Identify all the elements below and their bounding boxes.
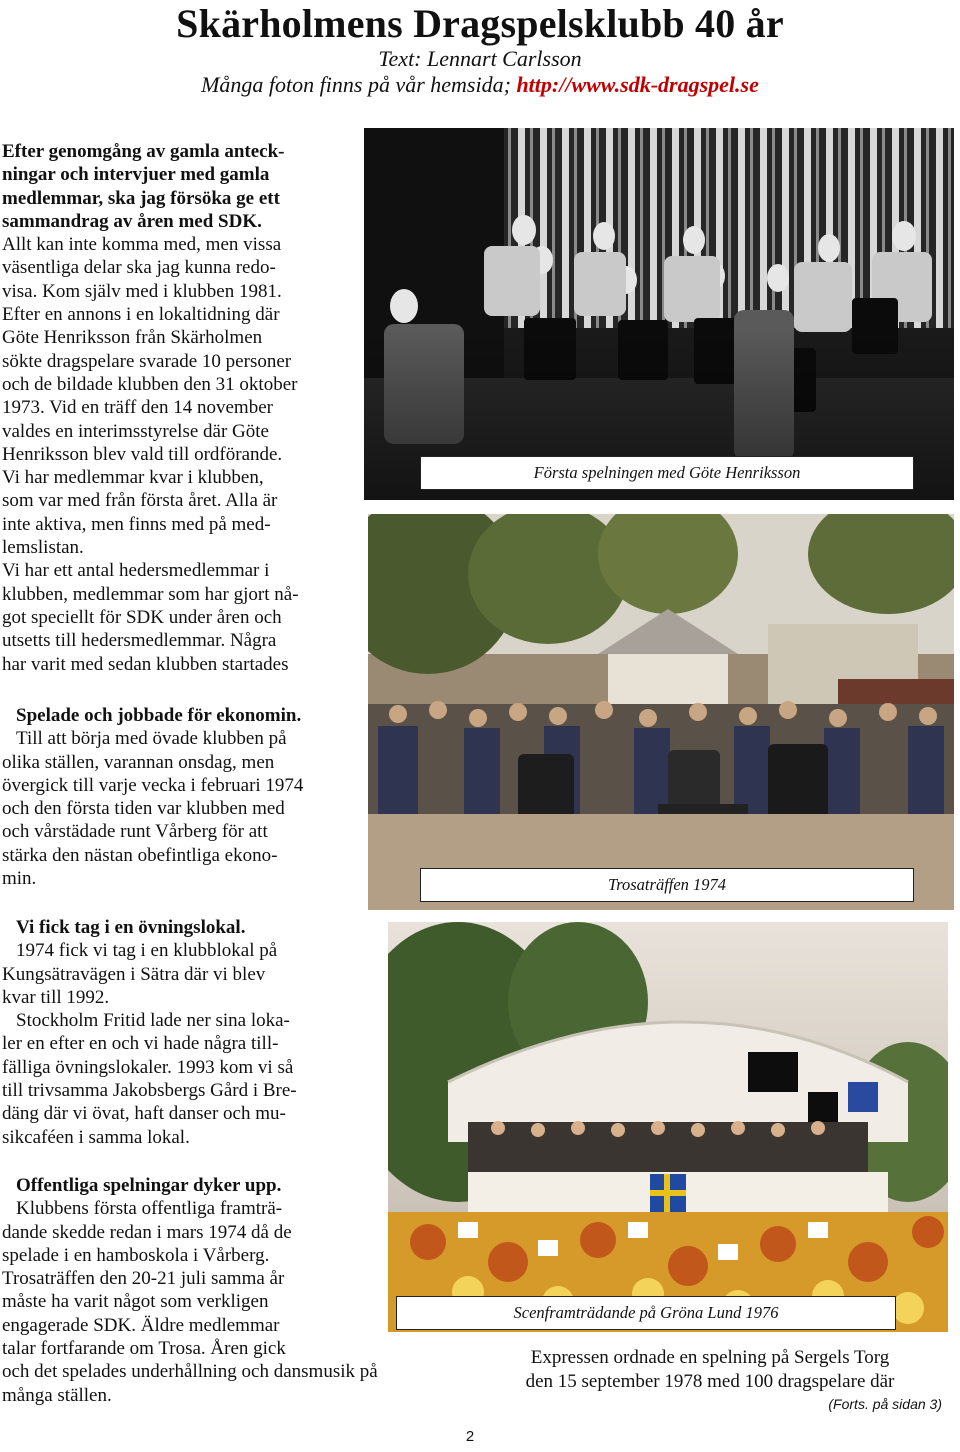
section-line: Trosaträffen den 20-21 juli samma år — [2, 1268, 285, 1290]
caption-first-performance: Första spelningen med Göte Henriksson — [420, 456, 914, 490]
intro-line: got speciellt för SDK under åren och — [2, 606, 282, 628]
photo-trosa-meeting-image — [368, 514, 954, 910]
section-line: spelade i en hamboskola i Vårberg. — [2, 1244, 270, 1266]
section-line: och det spelades underhållning och dansmusik på — [2, 1361, 378, 1383]
section-line: 1974 fick vi tag i en klubblokal på — [16, 940, 278, 962]
intro-line: Göte Henriksson från Skärholmen — [2, 327, 263, 349]
section-line: kvar till 1992. — [2, 986, 110, 1008]
page-title: Skärholmens Dragspelsklubb 40 år — [176, 1, 784, 46]
side-note — [472, 1346, 948, 1394]
section-heading: Vi fick tag i en övningslokal. — [16, 917, 246, 938]
intro-line: lemslistan. — [2, 537, 84, 559]
section-line: Stockholm Fritid lade ner sina loka- — [16, 1010, 290, 1032]
section-venue — [2, 916, 364, 1149]
page-number: 2 — [465, 1428, 475, 1445]
photo-grona-lund-stage-image — [388, 922, 948, 1332]
intro-line: valdes en interimsstyrelse där Göte — [2, 420, 269, 442]
section-line: dande skedde redan i mars 1974 då de — [2, 1221, 292, 1243]
section-line: engagerade SDK. Äldre medlemmar — [2, 1314, 280, 1336]
section-line: och vårstädade runt Vårberg för att — [2, 821, 268, 843]
website-note-text: Många foton finns på vår hemsida; — [201, 72, 517, 97]
intro-line: sammandrag av åren med SDK. — [2, 210, 262, 232]
section-public — [2, 1174, 462, 1407]
caption-trosa-meeting: Trosaträffen 1974 — [420, 868, 914, 902]
section-economy — [2, 704, 364, 890]
website-link[interactable]: http://www.sdk-dragspel.se — [516, 72, 759, 97]
intro-line: Allt kan inte komma med, men vissa — [2, 234, 282, 256]
section-line: och den första tiden var klubben med — [2, 798, 285, 820]
intro-line: Vi har ett antal hedersmedlemmar i — [2, 560, 270, 582]
intro-line: väsentliga delar ska jag kunna redo- — [2, 257, 276, 279]
intro-line: medlemmar, ska jag försöka ge ett — [2, 187, 280, 209]
intro-line: sökte dragspelare svarade 10 personer — [2, 350, 292, 372]
section-heading: Offentliga spelningar dyker upp. — [16, 1175, 282, 1196]
section-line: olika ställen, varannan onsdag, men — [2, 751, 275, 773]
section-line: sikcaféen i samma lokal. — [2, 1126, 190, 1148]
section-line: fälliga övningslokaler. 1993 kom vi så — [2, 1056, 294, 1078]
section-line: min. — [2, 868, 37, 890]
intro-text — [2, 140, 364, 676]
author-line: Text: Lennart Carlsson — [378, 46, 582, 71]
intro-line: 1973. Vid en träff den 14 november — [2, 397, 273, 419]
side-note-line: den 15 september 1978 med 100 dragspelare där — [525, 1371, 895, 1392]
section-line: stärka den nästan obefintliga ekono- — [2, 844, 278, 866]
section-heading: Spelade och jobbade för ekonomin. — [16, 705, 302, 726]
section-line: Kungsätravägen i Sätra där vi blev — [2, 963, 266, 985]
section-line: Till att börja med övade klubben på — [16, 728, 287, 750]
intro-line: utsetts till hedersmedlemmar. Några — [2, 630, 277, 652]
intro-line: som var med från första året. Alla är — [2, 490, 278, 512]
photo-grona-lund-stage — [388, 922, 948, 1332]
side-note-line: Expressen ordnade en spelning på Sergels Torg — [530, 1347, 890, 1368]
intro-line: inte aktiva, men finns med på med- — [2, 513, 271, 535]
section-line: till trivsamma Jakobsbergs Gård i Bre- — [2, 1080, 297, 1102]
section-line: talar fortfarande om Trosa. Åren gick — [2, 1338, 286, 1360]
continued-note: (Forts. på sidan 3) — [828, 1396, 942, 1412]
intro-line: Vi har medlemmar kvar i klubben, — [2, 467, 264, 489]
intro-line: Efter en annons i en lokaltidning där — [2, 304, 280, 326]
intro-line: har varit med sedan klubben startades — [2, 653, 289, 675]
section-line: ler en efter en och vi hade några till- — [2, 1033, 279, 1055]
photo-trosa-meeting — [368, 514, 954, 910]
section-line: däng där vi övat, haft danser och mu- — [2, 1103, 286, 1125]
caption-grona-lund-stage: Scenframträdande på Gröna Lund 1976 — [396, 1296, 896, 1330]
photo-first-performance — [364, 128, 954, 500]
section-line: övergick till varje vecka i februari 1974 — [2, 774, 304, 796]
section-line: Klubbens första offentliga framträ- — [16, 1198, 283, 1220]
section-line: måste ha varit något som verkligen — [2, 1291, 269, 1313]
section-line: många ställen. — [2, 1384, 112, 1406]
intro-line: Efter genomgång av gamla anteck- — [2, 141, 285, 162]
intro-line: och de bildade klubben den 31 oktober — [2, 373, 298, 395]
intro-line: visa. Kom själv med i klubben 1981. — [2, 280, 282, 302]
photo-first-performance-image — [364, 128, 954, 500]
website-note — [0, 72, 960, 98]
intro-line: ningar och intervjuer med gamla — [2, 164, 270, 186]
intro-line: klubben, medlemmar som har gjort nå- — [2, 583, 299, 605]
intro-line: Henriksson blev vald till ordförande. — [2, 443, 283, 465]
